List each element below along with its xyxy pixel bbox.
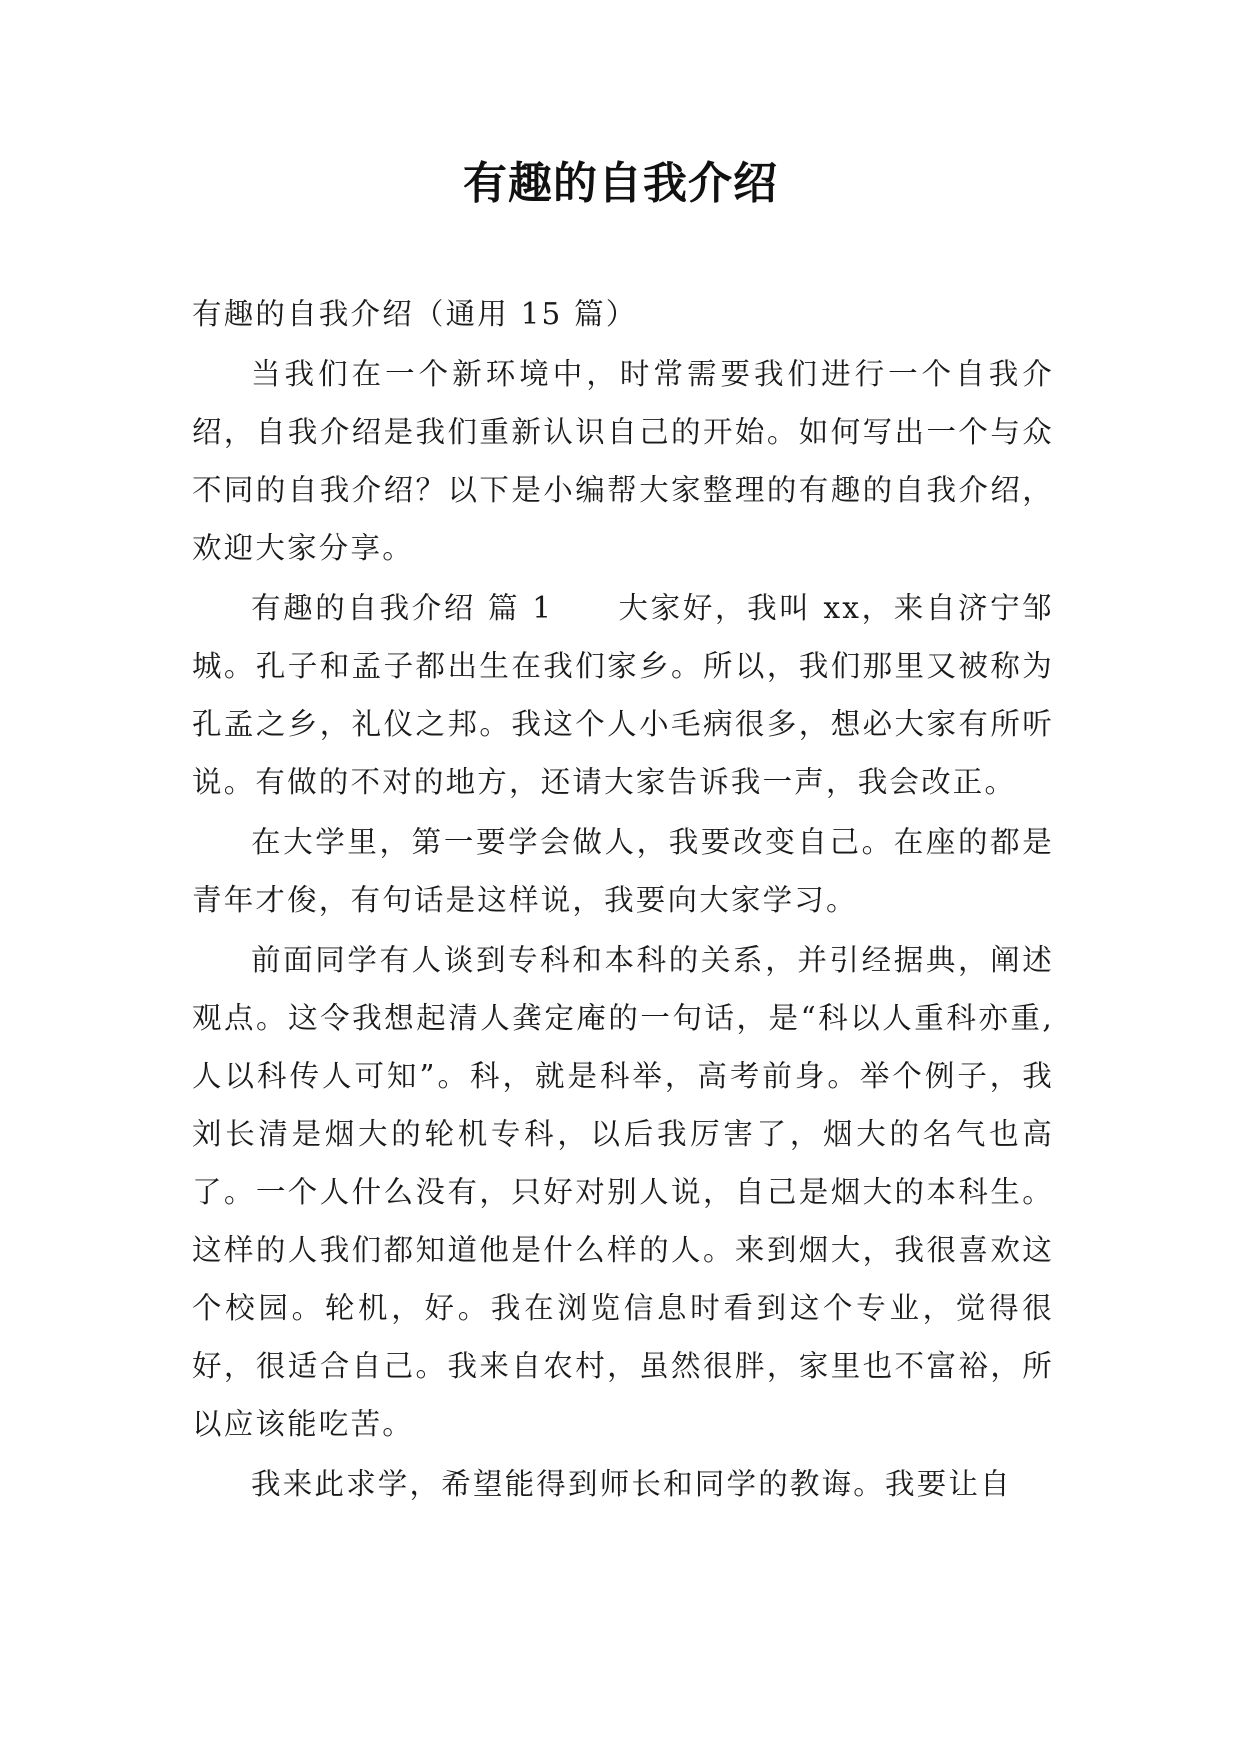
section-1-paragraph-2: 在大学里，第一要学会做人，我要改变自己。在座的都是青年才俊，有句话是这样说，我要向大家学习。 [192,825,1054,917]
intro-paragraph: 当我们在一个新环境中，时常需要我们进行一个自我介绍，自我介绍是我们重新认识自己的开始。如何写出一个与众不同的自我介绍？以下是小编帮大家整理的有趣的自我介绍，欢迎大家分享。 [192,357,1054,565]
section-1-first-paragraph [192,579,1054,811]
section-heading: 有趣的自我介绍 篇 1 [251,591,554,625]
document-body [192,285,1054,1513]
document-title: 有趣的自我介绍 [463,158,778,209]
document-subtitle: 有趣的自我介绍（通用 15 篇） [192,297,638,331]
section-1-paragraph-3: 前面同学有人谈到专科和本科的关系，并引经据典，阐述观点。这令我想起清人龚定庵的一句话，是“科以人重科亦重,人以科传人可知”。科，就是科举，高考前身。举个例子，我刘长清是烟大的轮机专科，以后我厉害了，烟大的名气也高了。一个人什么没有，只好对别人说，自己是烟大的本科生。这样的人我们都知道他是什么样的人。来到烟大，我很喜欢这个校园。轮机，好。我在浏览信息时看到这个专业，觉得很好，很适合自己。我来自农村，虽然很胖，家里也不富裕，所以应该能吃苦。 [192,943,1054,1441]
section-1-paragraph-4: 我来此求学，希望能得到师长和同学的教诲。我要让自 [251,1467,1012,1501]
section-1-paragraph-1: 大家好，我叫 xx，来自济宁邹城。孔子和孟子都出生在我们家乡。所以，我们那里又被称为孔孟之乡，礼仪之邦。我这个人小毛病很多，想必大家有所听说。有做的不对的地方，还请大家告诉我一声，我会改正。 [192,591,1054,799]
